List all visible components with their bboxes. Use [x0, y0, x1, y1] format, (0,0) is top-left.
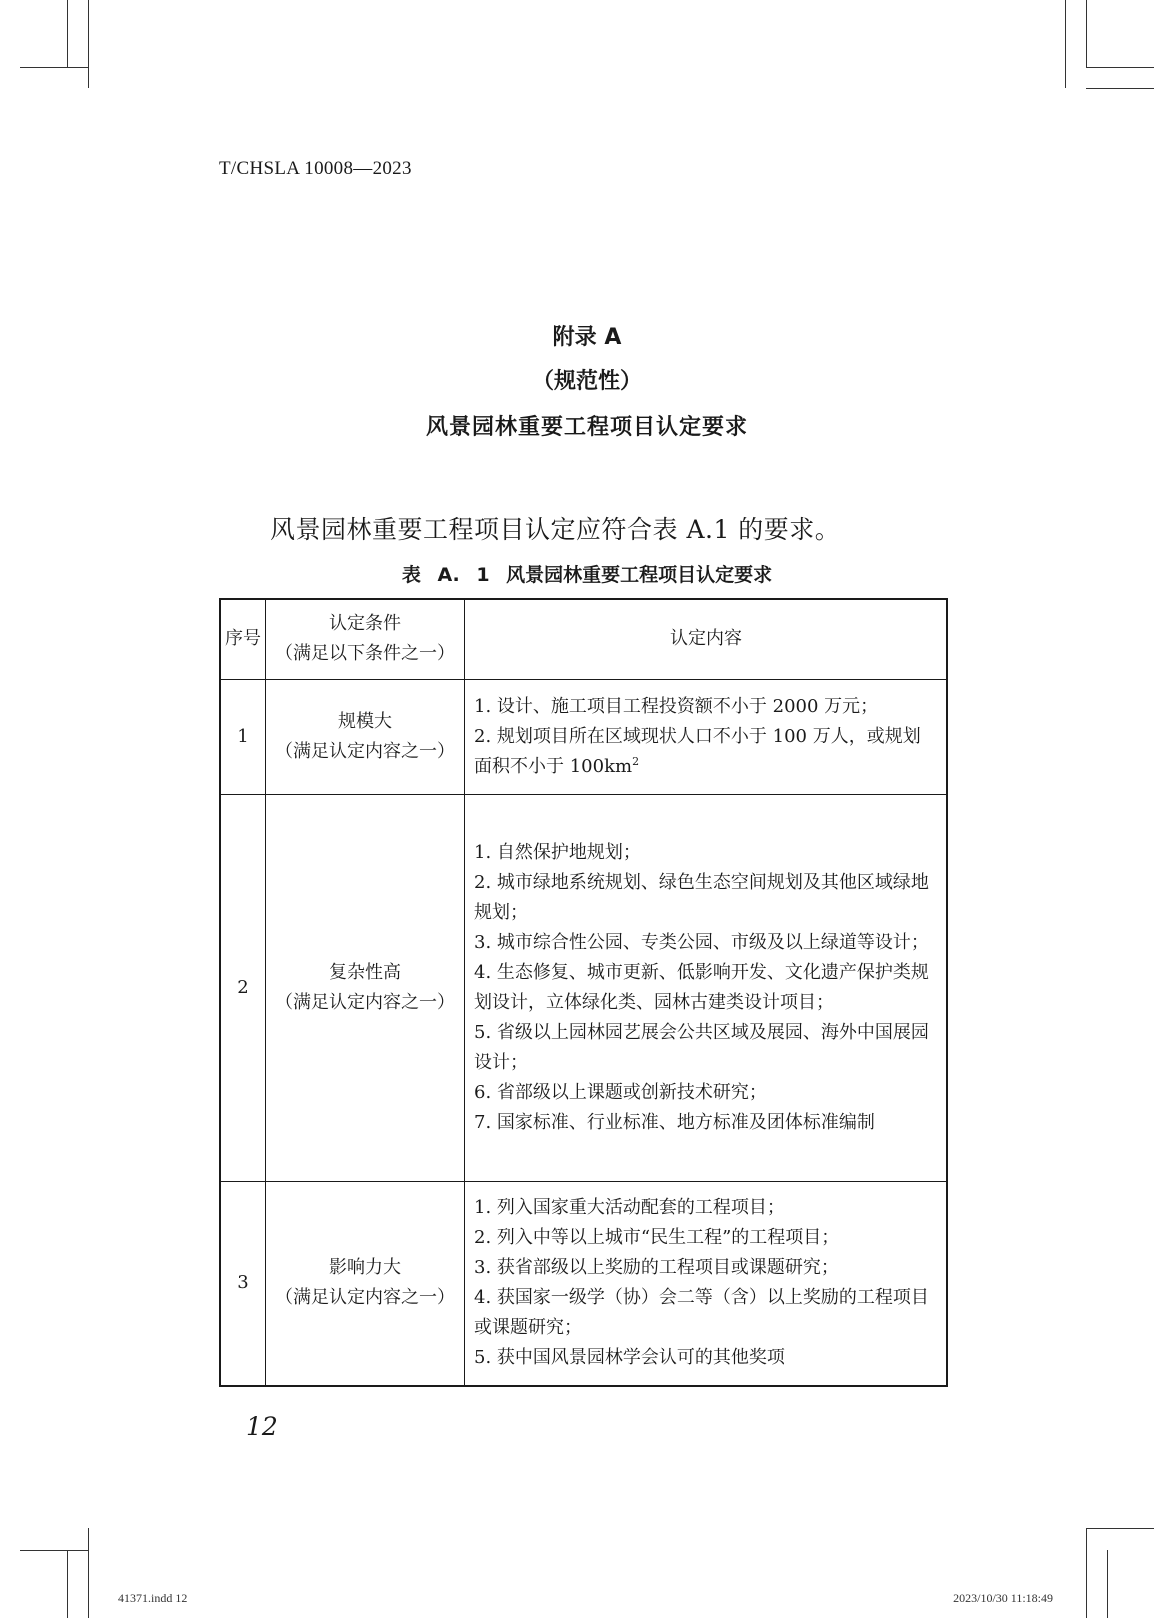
crop-mark: [67, 0, 68, 67]
table-row: [220, 794, 947, 1181]
superscript: 2: [632, 754, 640, 768]
content-item: 1. 设计、施工项目工程投资额不小于 2000 万元；: [474, 695, 879, 717]
condition-name: 复杂性高: [329, 961, 401, 983]
header-content: 认定内容: [465, 599, 948, 679]
crop-mark: [20, 1550, 88, 1551]
crop-mark: [1086, 1528, 1087, 1618]
condition-note: （满足认定内容之一）: [275, 1287, 455, 1309]
content-item: [474, 722, 938, 782]
row-no: 2: [220, 794, 266, 1181]
content-item: 2. 列入中等以上城市“民生工程”的工程项目；: [474, 1227, 840, 1249]
content-item: 1. 列入国家重大活动配套的工程项目；: [474, 1197, 785, 1219]
condition-note: （满足认定内容之一）: [275, 991, 455, 1013]
appendix-nature: （规范性）: [531, 369, 642, 394]
row-no: 1: [220, 679, 266, 794]
row-content: [465, 1181, 948, 1386]
header-condition-note: （满足以下条件之一）: [275, 643, 455, 665]
content-item: 1. 自然保护地规划；: [474, 841, 641, 863]
condition-name: 影响力大: [329, 1257, 401, 1279]
condition-note: （满足认定内容之一）: [275, 740, 455, 762]
print-timestamp: 2023/10/30 11:18:49: [953, 1591, 1053, 1605]
crop-mark: [88, 0, 89, 88]
appendix-title: 风景园林重要工程项目认定要求: [425, 415, 748, 440]
table-row: [220, 679, 947, 794]
condition-name: 规模大: [338, 710, 392, 732]
crop-mark: [1086, 67, 1154, 68]
intro-paragraph: 风景园林重要工程项目认定应符合表 A.1 的要求。: [270, 515, 841, 544]
crop-mark: [67, 1550, 68, 1618]
page-number: 12: [246, 1412, 278, 1441]
header-condition-label: 认定条件: [329, 613, 401, 635]
content-item: 5. 省级以上园林园艺展会公共区域及展园、海外中国展园设计；: [474, 1021, 929, 1073]
content-item: 6. 省部级以上课题或创新技术研究；: [474, 1081, 767, 1103]
content-item: 3. 获省部级以上奖励的工程项目或课题研究；: [474, 1257, 839, 1279]
crop-mark: [88, 1528, 89, 1618]
content-item: 3. 城市综合性公园、专类公园、市级及以上绿道等设计；: [474, 931, 929, 953]
standard-code: T/CHSLA 10008—2023: [219, 158, 412, 179]
header-condition: [266, 599, 465, 679]
crop-mark: [1107, 1550, 1108, 1618]
content-item: 5. 获中国风景园林学会认可的其他奖项: [474, 1347, 785, 1369]
table-caption: 表 A. 1 风景园林重要工程项目认定要求: [401, 564, 773, 586]
content-item: 4. 获国家一级学（协）会二等（含）以上奖励的工程项目或课题研究；: [474, 1287, 929, 1339]
print-file-label: 41371.indd 12: [118, 1591, 188, 1605]
row-condition: [266, 794, 465, 1181]
content-item: 4. 生态修复、城市更新、低影响开发、文化遗产保护类规划设计，立体绿化类、园林古建类设计项目；: [474, 961, 929, 1013]
row-content: [465, 794, 948, 1181]
row-content: [465, 679, 948, 794]
content-item-text: 2. 规划项目所在区域现状人口不小于 100 万人，或规划面积不小于 100km: [474, 725, 921, 777]
table-row: [220, 1181, 947, 1386]
content-item: 2. 城市绿地系统规划、绿色生态空间规划及其他区域绿地规划；: [474, 871, 929, 923]
row-no: 3: [220, 1181, 266, 1386]
row-condition: [266, 1181, 465, 1386]
crop-mark: [1065, 0, 1066, 88]
header-no: 序号: [220, 599, 266, 679]
crop-mark: [20, 67, 88, 68]
row-condition: [266, 679, 465, 794]
crop-mark: [1086, 0, 1087, 67]
appendix-label: 附录 A: [552, 325, 622, 350]
crop-mark: [1086, 1528, 1154, 1529]
content-item: 7. 国家标准、行业标准、地方标准及团体标准编制: [474, 1111, 875, 1133]
crop-mark: [1086, 88, 1154, 89]
requirements-table: [219, 598, 948, 1387]
table-header-row: [220, 599, 947, 679]
